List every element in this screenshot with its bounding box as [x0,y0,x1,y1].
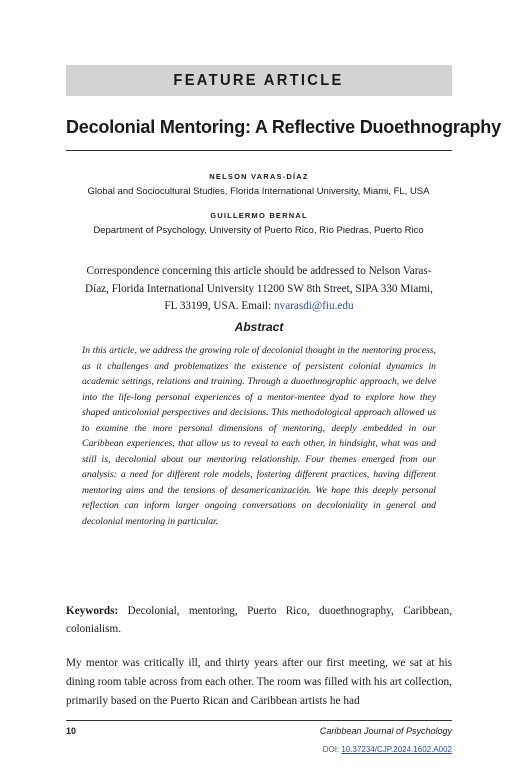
body-paragraph: My mentor was critically ill, and thirty years after our first meeting, we sat at his dining room table across from each other. The room was filled with his art collection, primarily based on the Puerto Rican and Caribbean artists he had [66,657,452,707]
doi-link[interactable]: 10.37234/CJP.2024.1602.A002 [341,745,452,754]
doi-label: DOI: [322,745,342,754]
author-name-2: GUILLERMO BERNAL [210,211,308,220]
author-affiliation-1: Global and Sociocultural Studies, Florida International University, Miami, FL, USA [87,186,430,197]
footer-rule [66,720,452,721]
page-number: 10 [66,726,77,736]
keywords-text: Decolonial, mentoring, Puerto Rico, duoethnography, Caribbean, colonialism. [66,605,452,635]
abstract-heading: Abstract [234,320,284,334]
abstract-text: In this article, we address the growing role of decolonial thought in the mentoring process, as it challenges and problematizes the existence of persistent colonial dynamics in academic settings, relations and training. Through a duoethnographic approach, we delve into the life-long personal experiences of a mentor-mentee dyad to explore how they shaped anticolonial perspectives and decisions. This methodological approach allowed us to examine the more personal dimensions of mentoring, deeply embedded in our Caribbean experiences, that allow us to reveal to each other, in hindsight, what was and still is, decolonial about our mentoring relationship. Four themes emerged from our analysis: a need for different role models, fostering different practices, having different mentoring aims and the tensions of desamericanización. We hope this deeply personal reflection can inform larger ongoing conversations on decoloniality in general and decolonial mentoring in particular. [82,345,436,527]
banner-label: FEATURE ARTICLE [173,71,345,89]
title-rule [66,150,452,151]
feature-article-banner [66,65,452,96]
keywords [66,602,452,638]
correspondence-text: Correspondence concerning this article should be addressed to Nelson Varas-Díaz, Florida International University 11200 SW 8th Street, SIPA 330 Miami, FL 33199, USA. Email: [85,265,433,312]
correspondence-email-link[interactable]: nvarasdi@fiu.edu [274,300,354,312]
author-name-1: NELSON VARAS-DÍAZ [209,172,309,181]
correspondence-note [80,263,438,316]
author-affiliation-2: Department of Psychology, University of Puerto Rico, Río Piedras, Puerto Rico [93,225,424,236]
journal-name: Caribbean Journal of Psychology [319,726,452,736]
keywords-label: Keywords: [66,605,119,617]
doi-line [323,745,452,754]
article-title: Decolonial Mentoring: A Reflective Duoethnography [66,117,501,137]
